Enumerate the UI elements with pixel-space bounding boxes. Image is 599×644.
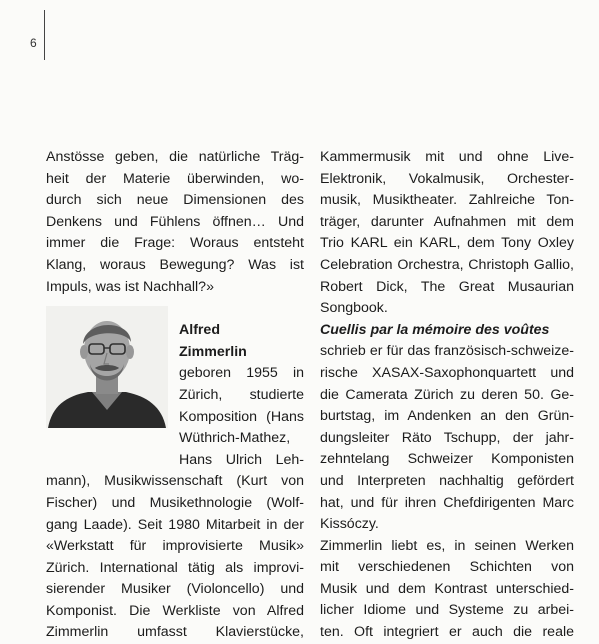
text-line: Klang, woraus Bewegung? Was ist — [46, 256, 304, 273]
text-line: mit verschiedenen Schichten von — [320, 559, 574, 576]
work-title: Cuellis par la mémoire des voûtes — [320, 321, 550, 338]
text-line: musik, Musiktheater. Zahlreiche Ton- — [320, 192, 574, 209]
page-number: 6 — [30, 36, 37, 50]
text-line: Celebration Orchestra, Christoph Gallio, — [320, 256, 574, 273]
text-line: Kissóczy. — [320, 516, 379, 533]
text-line: die Camerata Zürich zu deren 50. Ge- — [320, 386, 574, 403]
text-line: Wüthrich-Mathez, — [179, 430, 291, 447]
text-line: Zimmerlin liebt es, in seinen Werken — [320, 537, 574, 554]
right-column — [320, 147, 574, 644]
text-line: Songbook. — [320, 300, 388, 317]
text-line: Elektronik, Vokalmusik, Orchester- — [320, 170, 574, 187]
quote-paragraph — [46, 147, 304, 298]
text-line: geboren 1955 in — [179, 365, 304, 382]
text-line: burtstag, im Andenken an den Grün- — [320, 408, 574, 425]
left-column — [46, 147, 304, 644]
text-line: «Werkstatt für improvisierte Musik» — [46, 538, 304, 555]
text-line: Zürich, studierte — [179, 386, 304, 403]
text-line: Denkens und Fühlens öffnen… Und — [46, 213, 304, 230]
text-line: licher Idiome und Systeme zu arbei- — [320, 602, 574, 619]
text-line: heit der Materie überwinden, wo- — [46, 170, 304, 187]
works-paragraph — [320, 147, 574, 320]
text-line: rische XASAX-Saxophonquartett und — [320, 364, 574, 381]
biography-paragraph — [46, 320, 304, 644]
text-line: Komposition (Hans — [179, 408, 304, 425]
text-line: Robert Dick, The Great Musaurian — [320, 278, 574, 295]
text-line: Impuls, was ist Nachhall?» — [46, 278, 214, 295]
text-line: sierender Musiker (Violoncello) und — [46, 581, 304, 598]
text-line: Zürich. International tätig als improvi- — [46, 559, 304, 576]
text-line: ten. Oft integriert er auch die reale — [320, 624, 574, 641]
text-line: Anstösse geben, die natürliche Träg- — [46, 149, 304, 165]
text-line: mann), Musikwissenschaft (Kurt von — [46, 473, 304, 490]
composer-name: Zimmerlin — [179, 343, 247, 360]
style-paragraph — [320, 536, 574, 644]
text-line: Trio KARL ein KARL, dem Tony Oxley — [320, 235, 574, 252]
text-line: hat, und für ihren Chefdirigenten Marc — [320, 494, 574, 511]
text-line: Komponist. Die Werkliste von Alfred — [46, 602, 304, 619]
text-line: träger, darunter Aufnahmen mit dem — [320, 213, 574, 230]
text-line: dungsleiter Räto Tschupp, der jahr- — [320, 429, 574, 446]
text-line: Kammermusik mit und ohne Live- — [320, 149, 574, 165]
text-line: immer die Frage: Woraus entsteht — [46, 235, 304, 252]
composer-name: Alfred — [179, 322, 220, 339]
text-line: Fischer) und Musikethnologie (Wolf- — [46, 494, 304, 511]
text-line: schrieb er für das französisch-schweize- — [320, 343, 574, 360]
text-line: und Interpreten nachhaltig gefördert — [320, 472, 574, 489]
text-line: Hans Ulrich Leh- — [179, 451, 304, 468]
page-number-rule — [44, 10, 45, 60]
text-line: gang Laade). Seit 1980 Mitarbeit in der — [46, 516, 304, 533]
text-line: Musik und dem Kontrast unterschied- — [320, 580, 574, 597]
text-line: zehntelang Schweizer Komponisten — [320, 451, 574, 468]
text-line: durch sich neue Dimensionen des — [46, 192, 304, 209]
work-paragraph — [320, 320, 574, 536]
text-line: Zimmerlin umfasst Klavierstücke, — [46, 624, 304, 641]
